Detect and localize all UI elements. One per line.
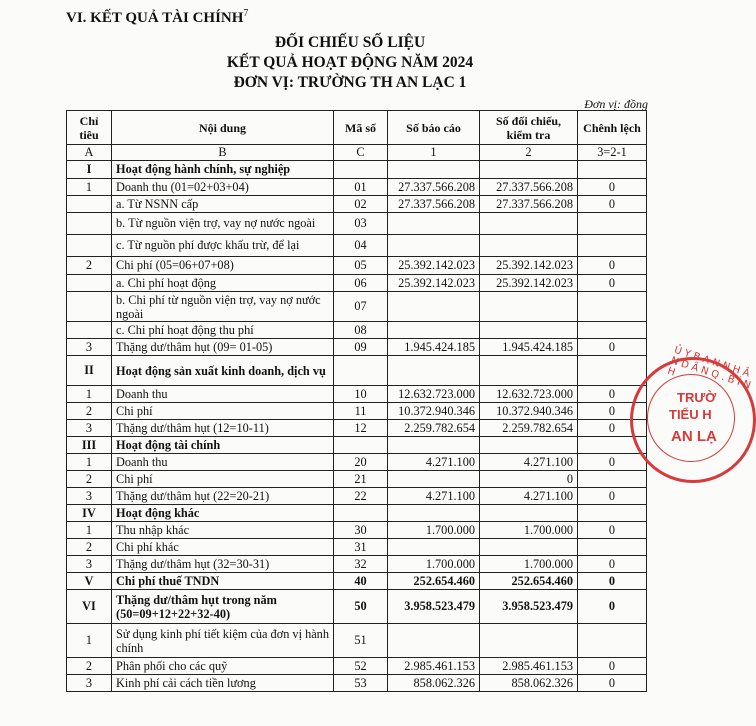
row-content: Doanh thu [112, 386, 334, 403]
row-code: 20 [334, 454, 388, 471]
row-reported: 12.632.723.000 [388, 386, 480, 403]
row-stt: 2 [67, 658, 112, 675]
row-content: b. Từ nguồn viện trợ, vay nợ nước ngoài [112, 213, 334, 235]
row-code: 52 [334, 658, 388, 675]
table-body [67, 161, 647, 692]
row-checked: 10.372.940.346 [480, 403, 578, 420]
row-stt: 2 [67, 539, 112, 556]
row-diff: 0 [578, 522, 647, 539]
stamp-ring-text: Ủ Y B A N N H Â N D Â N Q . B Ì N H [665, 344, 752, 392]
row-code: 53 [334, 675, 388, 692]
row-reported [388, 292, 480, 322]
row-reported [388, 235, 480, 257]
row-diff [578, 539, 647, 556]
row-content: Doanh thu (01=02+03+04) [112, 179, 334, 196]
row-diff: 0 [578, 590, 647, 624]
row-reported: 2.985.461.153 [388, 658, 480, 675]
row-checked: 4.271.100 [480, 454, 578, 471]
row-checked: 252.654.460 [480, 573, 578, 590]
row-stt: I [67, 161, 112, 179]
row-stt: 1 [67, 454, 112, 471]
row-code: 40 [334, 573, 388, 590]
row-code: 06 [334, 275, 388, 292]
row-code: 03 [334, 213, 388, 235]
row-content: Chi phí (05=06+07+08) [112, 257, 334, 275]
table-row [67, 505, 647, 522]
row-content: c. Chi phí hoạt động thu phí [112, 322, 334, 339]
title-line-2: KẾT QUẢ HOẠT ĐỘNG NĂM 2024 [226, 54, 474, 71]
row-code: 31 [334, 539, 388, 556]
code-1: 1 [388, 145, 480, 161]
row-code: 08 [334, 322, 388, 339]
row-diff [578, 322, 647, 339]
row-diff: 0 [578, 179, 647, 196]
table-row [67, 658, 647, 675]
row-reported: 27.337.566.208 [388, 179, 480, 196]
row-diff: 0 [578, 196, 647, 213]
row-content: Thặng dư/thâm hụt (32=30-31) [112, 556, 334, 573]
row-diff: 0 [578, 488, 647, 505]
table-row [67, 471, 647, 488]
row-diff [578, 161, 647, 179]
row-stt: 2 [67, 257, 112, 275]
row-content: Thặng dư/thâm hụt (12=10-11) [112, 420, 334, 437]
code-2: 2 [480, 145, 578, 161]
row-checked: 2.259.782.654 [480, 420, 578, 437]
row-stt: 1 [67, 386, 112, 403]
row-content: Hoạt động tài chính [112, 437, 334, 454]
table-row [67, 539, 647, 556]
row-content: a. Từ NSNN cấp [112, 196, 334, 213]
row-diff [578, 356, 647, 386]
row-code [334, 437, 388, 454]
table-row [67, 624, 647, 658]
row-diff: 0 [578, 573, 647, 590]
row-reported: 27.337.566.208 [388, 196, 480, 213]
row-checked [480, 322, 578, 339]
row-content: c. Từ nguồn phí được khấu trừ, để lại [112, 235, 334, 257]
col-header-diff: Chênh lệch [578, 111, 647, 145]
row-content: Sử dụng kinh phí tiết kiệm của đơn vị hành chính [112, 624, 334, 658]
row-content: Chi phí thuế TNDN [112, 573, 334, 590]
row-diff [578, 213, 647, 235]
stamp-center-line-2: TIỂU H [669, 407, 712, 422]
row-code: 02 [334, 196, 388, 213]
table-row [67, 196, 647, 213]
row-diff: 0 [578, 658, 647, 675]
code-b: B [112, 145, 334, 161]
row-diff: 0 [578, 257, 647, 275]
row-checked: 3.958.523.479 [480, 590, 578, 624]
row-reported [388, 624, 480, 658]
table-row [67, 386, 647, 403]
row-diff: 0 [578, 675, 647, 692]
row-content: Hoạt động khác [112, 505, 334, 522]
table-row [67, 675, 647, 692]
table-row [67, 339, 647, 356]
row-diff: 0 [578, 556, 647, 573]
col-header-stt: Chỉ tiêu [67, 111, 112, 145]
row-diff: 0 [578, 275, 647, 292]
row-stt: 1 [67, 179, 112, 196]
table-row [67, 488, 647, 505]
row-stt [67, 235, 112, 257]
row-code: 30 [334, 522, 388, 539]
row-stt: V [67, 573, 112, 590]
row-reported: 252.654.460 [388, 573, 480, 590]
row-reported: 4.271.100 [388, 488, 480, 505]
row-checked: 2.985.461.153 [480, 658, 578, 675]
row-checked: 25.392.142.023 [480, 275, 578, 292]
table-row [67, 161, 647, 179]
row-checked: 858.062.326 [480, 675, 578, 692]
row-stt: 3 [67, 488, 112, 505]
row-checked [480, 624, 578, 658]
row-checked [480, 213, 578, 235]
title-line-3: ĐƠN VỊ: TRƯỜNG TH AN LẠC 1 [233, 74, 467, 91]
row-checked: 27.337.566.208 [480, 196, 578, 213]
row-checked [480, 437, 578, 454]
table-row [67, 257, 647, 275]
row-content: a. Chi phí hoạt động [112, 275, 334, 292]
code-3: 3=2-1 [578, 145, 647, 161]
col-header-code: Mã số [334, 111, 388, 145]
row-reported: 25.392.142.023 [388, 275, 480, 292]
table-row [67, 522, 647, 539]
row-content: Hoạt động hành chính, sự nghiệp [112, 161, 334, 179]
row-checked: 4.271.100 [480, 488, 578, 505]
row-stt: 2 [67, 403, 112, 420]
table-row [67, 235, 647, 257]
row-checked: 27.337.566.208 [480, 179, 578, 196]
row-content: Thặng dư/thâm hụt trong năm (50=09+12+22+32-40) [112, 590, 334, 624]
row-checked: 12.632.723.000 [480, 386, 578, 403]
row-reported: 3.958.523.479 [388, 590, 480, 624]
row-checked [480, 539, 578, 556]
row-code: 11 [334, 403, 388, 420]
row-content: Chi phí khác [112, 539, 334, 556]
table-row [67, 556, 647, 573]
table-row [67, 573, 647, 590]
col-header-checked: Số đối chiếu, kiểm tra [480, 111, 578, 145]
row-diff [578, 505, 647, 522]
section-heading: VI. KẾT QUẢ TÀI CHÍNH$^7$ [66, 8, 249, 26]
row-content: Hoạt động sản xuất kinh doanh, dịch vụ [112, 356, 334, 386]
row-code: 05 [334, 257, 388, 275]
header-codes-row [67, 145, 647, 161]
stamp-center-line-3: AN LẠ [671, 428, 717, 445]
row-reported [388, 437, 480, 454]
row-content: Kinh phí cải cách tiền lương [112, 675, 334, 692]
col-header-reported: Số báo cáo [388, 111, 480, 145]
row-code: 12 [334, 420, 388, 437]
row-content: Doanh thu [112, 454, 334, 471]
row-checked: 0 [480, 471, 578, 488]
row-reported [388, 505, 480, 522]
row-stt [67, 275, 112, 292]
row-stt: 3 [67, 556, 112, 573]
row-reported [388, 322, 480, 339]
row-reported [388, 213, 480, 235]
footnote-marker: 7 [243, 8, 249, 19]
title-line-1: ĐỐI CHIẾU SỐ LIỆU [274, 34, 426, 51]
row-stt: 1 [67, 522, 112, 539]
row-stt: VI [67, 590, 112, 624]
row-stt: 3 [67, 675, 112, 692]
row-stt [67, 322, 112, 339]
row-diff: 0 [578, 454, 647, 471]
row-code: 09 [334, 339, 388, 356]
row-diff [578, 624, 647, 658]
row-code [334, 161, 388, 179]
row-code [334, 356, 388, 386]
row-code: 32 [334, 556, 388, 573]
row-content: Thu nhập khác [112, 522, 334, 539]
table-row [67, 213, 647, 235]
row-diff: 0 [578, 386, 647, 403]
row-reported: 1.700.000 [388, 522, 480, 539]
row-stt: III [67, 437, 112, 454]
row-diff [578, 292, 647, 322]
row-checked [480, 505, 578, 522]
row-content: Chi phí [112, 403, 334, 420]
table-row [67, 292, 647, 322]
row-checked: 25.392.142.023 [480, 257, 578, 275]
row-checked [480, 292, 578, 322]
code-c: C [334, 145, 388, 161]
row-diff [578, 235, 647, 257]
row-reported: 1.945.424.185 [388, 339, 480, 356]
row-content: b. Chi phí từ nguồn viện trợ, vay nợ nước ngoài [112, 292, 334, 322]
row-reported: 4.271.100 [388, 454, 480, 471]
table-row [67, 437, 647, 454]
row-reported: 10.372.940.346 [388, 403, 480, 420]
row-checked [480, 235, 578, 257]
table-row [67, 275, 647, 292]
row-code: 51 [334, 624, 388, 658]
row-stt: 3 [67, 339, 112, 356]
row-diff [578, 471, 647, 488]
row-diff: 0 [578, 403, 647, 420]
unit-note: Đơn vị: đồng [584, 97, 648, 111]
row-stt: IV [67, 505, 112, 522]
row-stt [67, 213, 112, 235]
results-table [66, 110, 647, 692]
row-reported [388, 356, 480, 386]
table-row [67, 420, 647, 437]
row-code: 21 [334, 471, 388, 488]
row-code: 50 [334, 590, 388, 624]
table-row [67, 179, 647, 196]
row-code: 10 [334, 386, 388, 403]
code-a: A [67, 145, 112, 161]
row-content: Phân phối cho các quỹ [112, 658, 334, 675]
row-stt: 3 [67, 420, 112, 437]
row-reported: 1.700.000 [388, 556, 480, 573]
row-checked: 1.700.000 [480, 556, 578, 573]
row-stt [67, 196, 112, 213]
row-code: 04 [334, 235, 388, 257]
row-code: 01 [334, 179, 388, 196]
row-code [334, 505, 388, 522]
row-reported [388, 471, 480, 488]
row-stt: 1 [67, 624, 112, 658]
row-stt: 2 [67, 471, 112, 488]
table-row [67, 356, 647, 386]
row-content: Thặng dư/thâm hụt (09= 01-05) [112, 339, 334, 356]
table-row [67, 590, 647, 624]
row-checked [480, 161, 578, 179]
row-reported: 2.259.782.654 [388, 420, 480, 437]
row-stt [67, 292, 112, 322]
col-header-content: Nội dung [112, 111, 334, 145]
table-row [67, 403, 647, 420]
official-stamp [630, 344, 756, 483]
row-stt: II [67, 356, 112, 386]
row-checked: 1.700.000 [480, 522, 578, 539]
row-checked: 1.945.424.185 [480, 339, 578, 356]
row-code: 07 [334, 292, 388, 322]
row-checked [480, 356, 578, 386]
table-row [67, 322, 647, 339]
row-code: 22 [334, 488, 388, 505]
row-diff: 0 [578, 420, 647, 437]
row-reported: 25.392.142.023 [388, 257, 480, 275]
row-reported [388, 161, 480, 179]
stamp-center-line-1: TRƯỜ [677, 390, 717, 405]
row-reported: 858.062.326 [388, 675, 480, 692]
table-row [67, 454, 647, 471]
header-row [67, 111, 647, 145]
row-content: Chi phí [112, 471, 334, 488]
row-content: Thặng dư/thâm hụt (22=20-21) [112, 488, 334, 505]
row-reported [388, 539, 480, 556]
row-diff: 0 [578, 339, 647, 356]
